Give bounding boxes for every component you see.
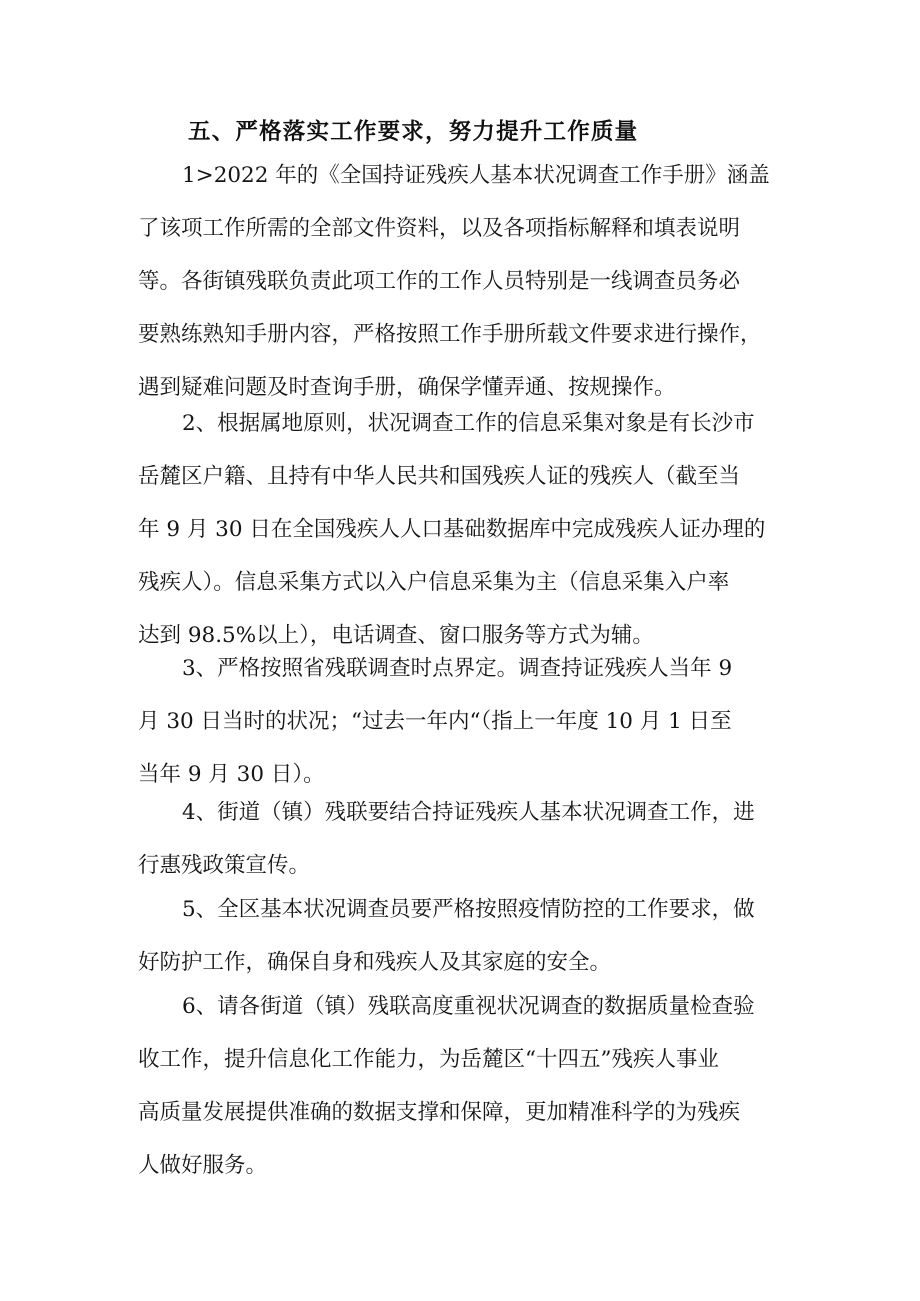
paragraph-line: 2、根据属地原则，状况调查工作的信息采集对象是有长沙市 (182, 411, 755, 436)
paragraph-line: 5、全区基本状况调查员要严格按照疫情防控的工作要求，做 (182, 897, 755, 922)
paragraph-line: 4、街道（镇）残联要结合持证残疾人基本状况调查工作，进 (182, 800, 755, 825)
paragraph-line: 收工作，提升信息化工作能力，为岳麓区“十四五”残疾人事业 (138, 1047, 719, 1072)
paragraph-line: 遇到疑难问题及时查询手册，确保学懂弄通、按规操作。 (138, 375, 676, 400)
paragraph-line: 要熟练熟知手册内容，严格按照工作手册所载文件要求进行操作， (138, 322, 762, 347)
paragraph-line: 达到 98.5%以上），电话调查、窗口服务等方式为辅。 (138, 623, 654, 648)
paragraph-line: 年 9 月 30 日在全国残疾人人口基础数据库中完成残疾人证办理的 (138, 517, 766, 542)
paragraph-line: 等。各街镇残联负责此项工作的工作人员特别是一线调查员务必 (138, 269, 741, 294)
paragraph-line: 当年 9 月 30 日）。 (138, 762, 325, 787)
section-heading: 五、严格落实工作要求，努力提升工作质量 (188, 119, 639, 145)
paragraph-line: 岳麓区户籍、且持有中华人民共和国残疾人证的残疾人（截至当 (138, 464, 741, 489)
paragraph-line: 1>2022 年的《全国持证残疾人基本状况调查工作手册》涵盖 (182, 163, 770, 188)
paragraph-line: 高质量发展提供准确的数据支撑和保障，更加精准科学的为残疾 (138, 1100, 741, 1125)
paragraph-line: 月 30 日当时的状况；“过去一年内“（指上一年度 10 月 1 日至 (138, 709, 732, 734)
paragraph-line: 6、请各街道（镇）残联高度重视状况调查的数据质量检查验 (182, 994, 755, 1019)
paragraph-line: 3、严格按照省残联调查时点界定。调查持证残疾人当年 9 (182, 656, 733, 681)
paragraph-line: 行惠残政策宣传。 (138, 853, 311, 878)
paragraph-line: 了该项工作所需的全部文件资料，以及各项指标解释和填表说明 (138, 216, 741, 241)
paragraph-line: 好防护工作，确保自身和残疾人及其家庭的安全。 (138, 950, 612, 975)
paragraph-line: 人做好服务。 (138, 1153, 268, 1178)
paragraph-line: 残疾人）。信息采集方式以入户信息采集为主（信息采集入户率 (138, 570, 730, 595)
